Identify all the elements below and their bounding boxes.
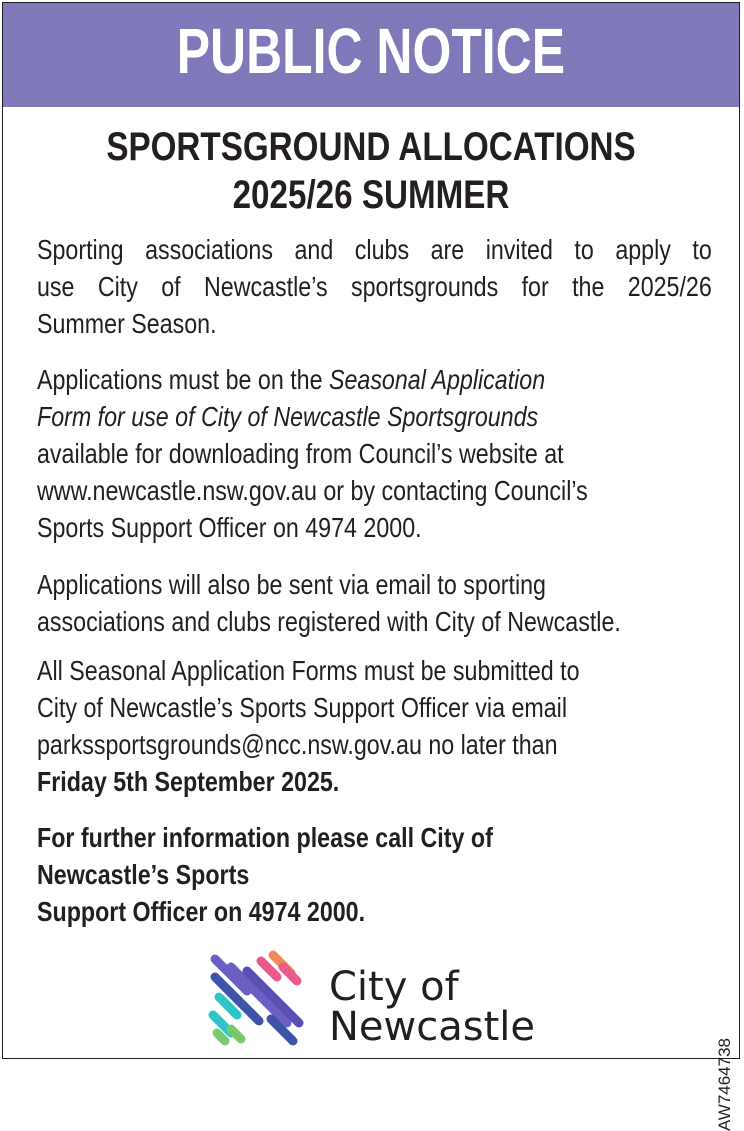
paragraph-email-notice [37, 566, 621, 640]
paragraph-line: All Seasonal Application Forms must be submitted to [37, 655, 580, 686]
paragraph-invitation [37, 231, 712, 342]
form-title-italic: Form for use of City of Newcastle Sportsgrounds [37, 401, 539, 432]
logo-stripe [283, 967, 297, 981]
paragraph-line: City of Newcastle’s Sports Support Officer via email [37, 692, 567, 723]
deadline-bold: Friday 5th September 2025. [37, 766, 340, 797]
heading-line-2: 2025/26 SUMMER [232, 173, 510, 217]
logo-mark-icon [207, 949, 307, 1049]
paragraph-line: associations and clubs registered with City of Newcastle. [37, 606, 621, 637]
heading-line-1: SPORTSGROUND ALLOCATIONS [106, 125, 636, 169]
notice-banner [3, 3, 739, 107]
notice-heading [3, 123, 739, 219]
website-line: www.newcastle.nsw.gov.au or by contacting Council’s [37, 475, 588, 506]
city-of-newcastle-logo [207, 949, 543, 1049]
paragraph-line: Support Officer on 4974 2000. [37, 896, 366, 927]
paragraph-line [37, 361, 588, 398]
form-title-italic: Seasonal Application [328, 364, 546, 395]
logo-wordmark [329, 964, 535, 1050]
paragraph-further-info [37, 819, 493, 930]
paragraph-line: available for downloading from Council’s website at [37, 438, 564, 469]
logo-stripe [231, 1029, 241, 1039]
line-text: Applications must be on the [37, 364, 329, 395]
deadline-line [37, 763, 580, 800]
paragraph-line: use City of Newcastle’s sportsgrounds for the 2025/26 [37, 271, 712, 302]
logo-line-2: Newcastle [329, 1004, 535, 1050]
notice-frame [2, 2, 740, 1131]
paragraph-line: Applications will also be sent via email to sporting [37, 569, 546, 600]
logo-stripe [217, 1033, 225, 1041]
reference-number: AW7464738 [715, 1038, 734, 1131]
paragraph-application-form [37, 361, 588, 546]
paragraph-submission [37, 652, 580, 800]
banner-title: PUBLIC NOTICE [176, 15, 566, 87]
paragraph-line [37, 398, 588, 435]
logo-line-1: City of [329, 964, 459, 1010]
paragraph-line: Sports Support Officer on 4974 2000. [37, 512, 422, 543]
email-line: parkssportsgrounds@ncc.nsw.gov.au no later than [37, 729, 558, 760]
paragraph-line: Newcastle’s Sports [37, 859, 250, 890]
paragraph-line: Sporting associations and clubs are invited to apply to [37, 234, 712, 265]
paragraph-line: For further information please call City of [37, 822, 493, 853]
paragraph-line: Summer Season. [37, 308, 217, 339]
logo-stripe [261, 961, 277, 977]
